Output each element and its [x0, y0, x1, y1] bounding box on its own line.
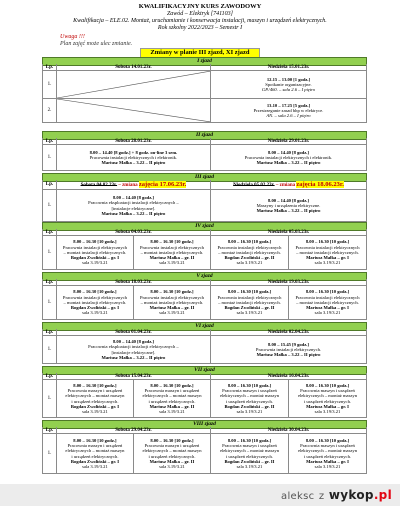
zjazd-3-header: Lp. Sobota 04.02.23r. – zmiana zajęcia 17.06.23r. Niedziela 05.02.23r. – zmiana zajęcia 18.06.23r. [42, 180, 367, 190]
zjazd-2-label: II zjazd [42, 131, 367, 140]
qualification-line: Kwalifikacja – ELE.02. Montaż, uruchamianie i konserwacja instalacji, maszyn i urządzeń elektrycznych. [73, 18, 327, 24]
profession-line: Zawód – Elektryk [741103] [166, 11, 234, 17]
zjazd-1-header [42, 64, 367, 71]
zjazd-1-label: I zjazd [42, 57, 367, 66]
zjazd-6-row: 1. 8.00 – 14.40 [8 godz.] Pracownia eksploatacji instalacji elektrycznych – [instalacje elektryczne]. Mariusz Małka – 3.22 – II piętro 8.00 – 15.45 [9 godz.] Pracownia instalacji elektrycznych. Mariusz Małka – 3.22 – II piętro [42, 336, 367, 364]
school-year-line: Rok szkolny 2022/2023 – Semestr I [157, 25, 243, 31]
lp-header: Lp. [43, 64, 57, 70]
zjazd-7-header: Lp. Sobota 15.04.23r. Niedziela 16.04.23r. [42, 373, 367, 380]
zjazd-3-row: 1. 8.00 – 14.40 [8 godz.] Pracownia eksploatacji instalacji elektrycznych – [instalacje elektryczne]. Mariusz Małka – 3.22 – II piętro 8.00 – 14.40 [8 godz.] Maszyny i urządzenia elektryczne. Mariusz Małka – 3.22 – II piętro [42, 190, 367, 222]
change-title: Zmiany w planie III zjazd, XI zjazd [140, 48, 260, 58]
zjazd-6-header: Lp. Sobota 01.04.23r. Niedziela 02.04.23r. [42, 329, 367, 336]
zjazd-8-header: Lp. Sobota 29.04.23r. Niedziela 30.04.23r. [42, 427, 367, 434]
zjazd-4-label: IV zjazd [42, 222, 367, 231]
notice-text: Plan zajęć może ulec zmianie. [60, 41, 133, 47]
watermark-user: aleksc [281, 491, 315, 502]
zjazd-4-header: Lp. Sobota 04.03.23r. Niedziela 05.03.23r. [42, 229, 367, 236]
zjazd-2-header: Lp. Sobota 28.01.23r. Niedziela 29.01.23r. [42, 138, 367, 145]
watermark-brand-tld: .pl [373, 488, 392, 502]
wykop-watermark-logo: aleksc z wykop.pl [281, 488, 392, 502]
zjazd-5-header: Lp. Sobota 18.03.23r. Niedziela 19.03.23r. [42, 279, 367, 286]
zjazd-7-row: 1. 8.00 – 16.30 [10 godz.] Pracownia maszyn i urządzeń elektrycznych – montaż maszyn i urządzeń elektrycznych. Bogdan Zwoliński – gr. I sala 3.19/3.21 8.00 – 16.30 [10 godz.] Pracownia maszyn i urządzeń elektrycznych – montaż maszyn i urządzeń elektrycznych. Mariusz Małka – gr. II sala 3.19/3.21 8.00 – 16.30 [10 godz.] Pracownia maszyn i urządzeń elektrycznych – montaż maszyn i urządzeń elektrycznych. Bogdan Zwoliński – gr. II sala 3.19/3.21 8.00 – 16.30 [10 godz.] Pracownia maszyn i urządzeń elektrycznych – montaż maszyn i urządzeń elektrycznych. Mariusz Małka – gr. I sala 3.19/3.21 [42, 380, 367, 418]
watermark-brand: wykop [328, 488, 374, 502]
empty-cell-diagonal [57, 99, 211, 122]
empty-cell-diagonal [57, 71, 211, 98]
new-date-sunday: zajęcia 18.06.23r. [296, 181, 344, 188]
zjazd-5-row: 1. 8.00 – 16.30 [10 godz.] Pracownia instalacji elektrycznych – montaż instalacji elektrycznych. Bogdan Zwoliński – gr. I sala 3.19/3.21 8.00 – 16.30 [10 godz.] Pracownia instalacji elektrycznych – montaż instalacji elektrycznych. Mariusz Małka – gr. II sala 3.19/3.21 8.00 – 16.30 [10 godz.] Pracownia instalacji elektrycznych – montaż instalacji elektrycznych. Bogdan Zwoliński – gr. II sala 3.19/3.21 8.00 – 16.30 [10 godz.] Pracownia instalacji elektrycznych – montaż instalacji elektrycznych. Mariusz Małka – gr. I sala 3.19/3.21 [42, 286, 367, 320]
new-date-saturday: zajęcia 17.06.23r. [138, 181, 187, 188]
zjazd-1-row-2: 2. 13.10 – 17.25 [5 godz.] Przestrzeganie zasad bhp w elektryce. AN. – sala 2.6 – I piętro [42, 99, 367, 123]
zjazd-5-label: V zjazd [42, 272, 367, 281]
notice-heading: Uwaga !!! [60, 34, 85, 40]
zjazd-8-row: 1. 8.00 – 16.30 [10 godz.] Pracownia maszyn i urządzeń elektrycznych – montaż maszyn i urządzeń elektrycznych. Bogdan Zwoliński – gr. I sala 3.19/3.21 8.00 – 16.30 [10 godz.] Pracownia maszyn i urządzeń elektrycznych – montaż maszyn i urządzeń elektrycznych. Mariusz Małka – gr. II sala 3.19/3.21 8.00 – 16.30 [10 godz.] Pracownia maszyn i urządzeń elektrycznych – montaż maszyn i urządzeń elektrycznych. Bogdan Zwoliński – gr. II sala 3.19/3.21 8.00 – 16.30 [10 godz.] Pracownia maszyn i urządzeń elektrycznych – montaż maszyn i urządzeń elektrycznych. Mariusz Małka – gr. I sala 3.19/3.21 [42, 434, 367, 474]
zjazd-6-label: VI zjazd [42, 322, 367, 331]
zjazd-8-label: VIII zjazd [42, 420, 367, 429]
saturday-header: Sobota 14.01.23r. [57, 64, 211, 70]
zjazd-4-row: 1. 8.00 – 16.30 [10 godz.] Pracownia instalacji elektrycznych – montaż instalacji elektrycznych. Bogdan Zwoliński – gr. I sala 3.19/3.21 8.00 – 16.30 [10 godz.] Pracownia instalacji elektrycznych – montaż instalacji elektrycznych. Mariusz Małka – gr. II sala 3.19/3.21 8.00 – 16.30 [10 godz.] Pracownia instalacji elektrycznych – montaż instalacji elektrycznych. Bogdan Zwoliński – gr. II sala 3.19/3.21 8.00 – 16.30 [10 godz.] Pracownia instalacji elektrycznych – montaż instalacji elektrycznych. Mariusz Małka – gr. I sala 3.19/3.21 [42, 236, 367, 270]
zjazd-3-label: III zjazd [42, 173, 367, 182]
zjazd-2-row: 1. 8.00 – 14.40 [8 godz.] + 8 godz. on-line 3 sem. Pracownia instalacji elektrycznych i elektronik. Mariusz Małka – 3.22 – II piętro 8.00 – 14.40 [8 godz.] Pracownia instalacji elektrycznych i elektronik. Mariusz Małka – 3.22 – II piętro [42, 145, 367, 171]
zjazd-1-row-1: 1. 12.15 – 13.00 [1 godz.] Spotkanie organizacyjne. GP./460. – sala 2.6 – I piętro [42, 71, 367, 99]
document-title: KWALIFIKACYJNY KURS ZAWODOWY [138, 3, 262, 10]
zjazd-7-label: VII zjazd [42, 366, 367, 375]
sunday-header: Niedziela 15.01.23r. [267, 65, 310, 70]
